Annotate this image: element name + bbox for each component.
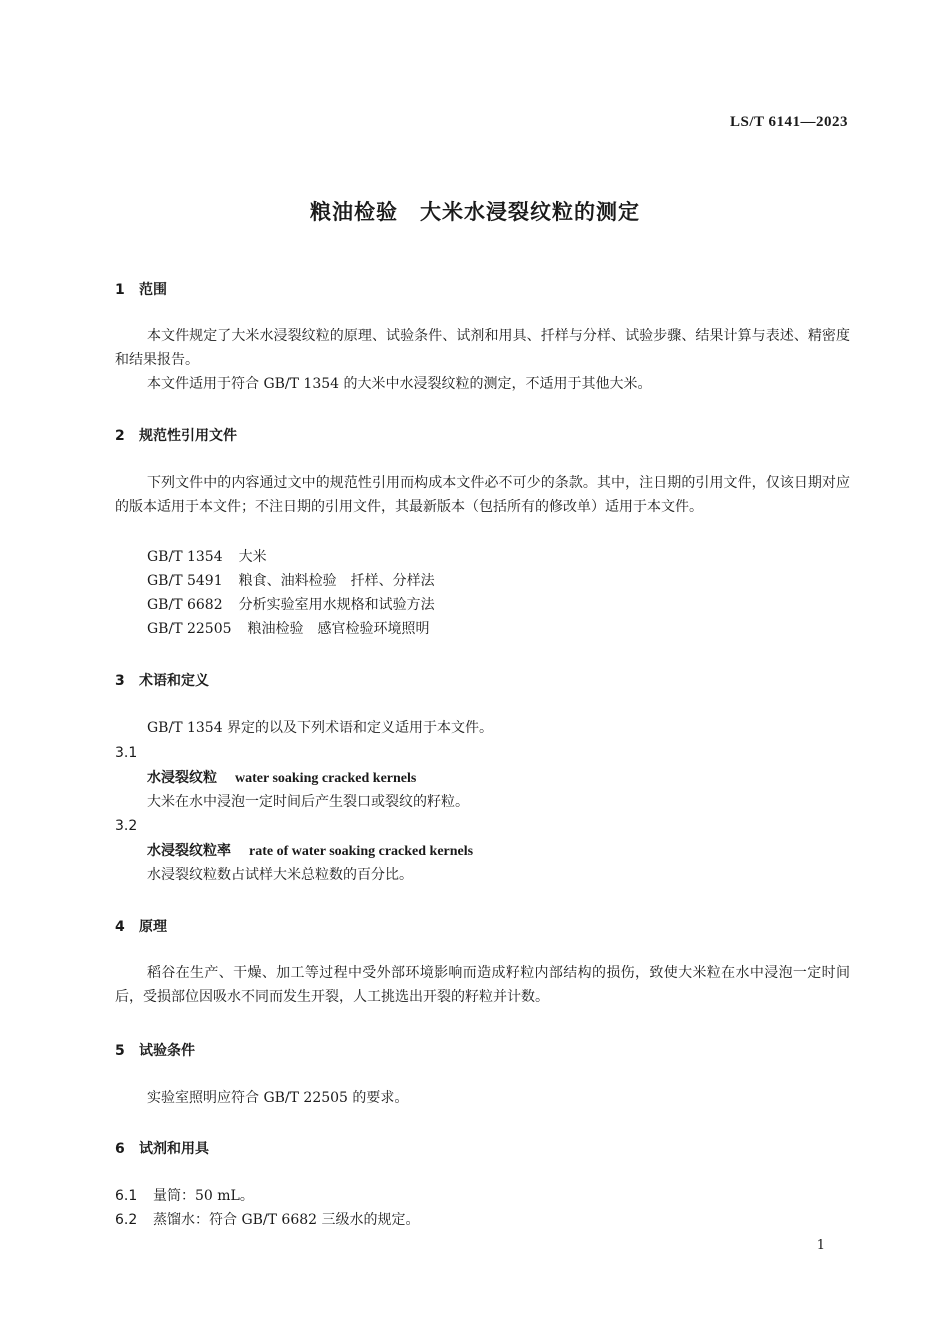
- reference-code: GB/T 5491: [147, 573, 223, 589]
- section-2-heading: [115, 425, 237, 445]
- reference-item: [147, 569, 435, 593]
- term-english: water soaking cracked kernels: [235, 771, 417, 786]
- document-title: 粮油检验 大米水浸裂纹粒的测定: [310, 200, 640, 224]
- term-definition: 水浸裂纹粒数占试样大米总粒数的百分比。: [147, 867, 413, 883]
- term-entry: [147, 766, 416, 791]
- reference-code: GB/T 22505: [147, 621, 232, 637]
- list-item: [115, 1184, 254, 1208]
- item-text: 量筒：50 mL。: [153, 1188, 254, 1204]
- section-number: 3: [115, 673, 125, 689]
- section-title: 原理: [139, 919, 167, 935]
- reference-code: GB/T 6682: [147, 597, 223, 613]
- standard-code: LS/T 6141—2023: [730, 114, 848, 130]
- section-title: 试验条件: [139, 1043, 195, 1059]
- page-number: 1: [816, 1238, 825, 1253]
- section-6-heading: [115, 1138, 209, 1158]
- item-text: 蒸馏水：符合 GB/T 6682 三级水的规定。: [153, 1212, 420, 1228]
- list-item: [115, 1208, 420, 1232]
- item-number: 6.2: [115, 1212, 138, 1228]
- reference-name: 大米: [238, 549, 267, 565]
- section-title: 试剂和用具: [139, 1141, 209, 1157]
- term-entry: [147, 839, 473, 864]
- section-number: 6: [115, 1141, 125, 1157]
- reference-name: 粮食、油料检验 扦样、分样法: [238, 573, 435, 589]
- section-title: 规范性引用文件: [139, 428, 237, 444]
- section-number: 5: [115, 1043, 125, 1059]
- section-4-heading: [115, 916, 167, 936]
- section-5-heading: [115, 1040, 195, 1060]
- reference-name: 分析实验室用水规格和试验方法: [238, 597, 435, 613]
- section-1-paragraph-2: 本文件适用于符合 GB/T 1354 的大米中水浸裂纹粒的测定，不适用于其他大米。: [147, 376, 652, 392]
- section-number: 2: [115, 428, 125, 444]
- section-2-paragraph-1: 下列文件中的内容通过文中的规范性引用而构成本文件必不可少的条款。其中，注日期的引用文件，仅该日期对应的版本适用于本文件；不注日期的引用文件，其最新版本（包括所有的修改单）适用于本文件。: [115, 475, 850, 515]
- term-chinese: 水浸裂纹粒率: [147, 843, 231, 859]
- reference-item: [147, 545, 267, 569]
- section-5-paragraph-1: 实验室照明应符合 GB/T 22505 的要求。: [147, 1090, 409, 1106]
- term-number: 3.2: [115, 818, 138, 834]
- section-4-paragraph-1: 稻谷在生产、干燥、加工等过程中受外部环境影响而造成籽粒内部结构的损伤，致使大米粒在水中浸泡一定时间后，受损部位因吸水不同而发生开裂，人工挑选出开裂的籽粒并计数。: [115, 965, 850, 1005]
- term-chinese: 水浸裂纹粒: [147, 770, 217, 786]
- section-1-paragraph-1: 本文件规定了大米水浸裂纹粒的原理、试验条件、试剂和用具、扦样与分样、试验步骤、结果计算与表述、精密度和结果报告。: [115, 328, 850, 368]
- reference-code: GB/T 1354: [147, 549, 223, 565]
- section-number: 4: [115, 919, 125, 935]
- reference-item: [147, 617, 430, 641]
- term-definition: 大米在水中浸泡一定时间后产生裂口或裂纹的籽粒。: [147, 794, 469, 810]
- reference-name: 粮油检验 感官检验环境照明: [247, 621, 430, 637]
- section-title: 术语和定义: [139, 673, 209, 689]
- section-number: 1: [115, 282, 125, 298]
- section-3-heading: [115, 670, 209, 690]
- item-number: 6.1: [115, 1188, 138, 1204]
- section-1-heading: [115, 279, 167, 299]
- section-title: 范围: [139, 282, 167, 298]
- reference-item: [147, 593, 435, 617]
- section-3-paragraph-1: GB/T 1354 界定的以及下列术语和定义适用于本文件。: [147, 720, 494, 736]
- term-english: rate of water soaking cracked kernels: [249, 844, 474, 859]
- term-number: 3.1: [115, 745, 138, 761]
